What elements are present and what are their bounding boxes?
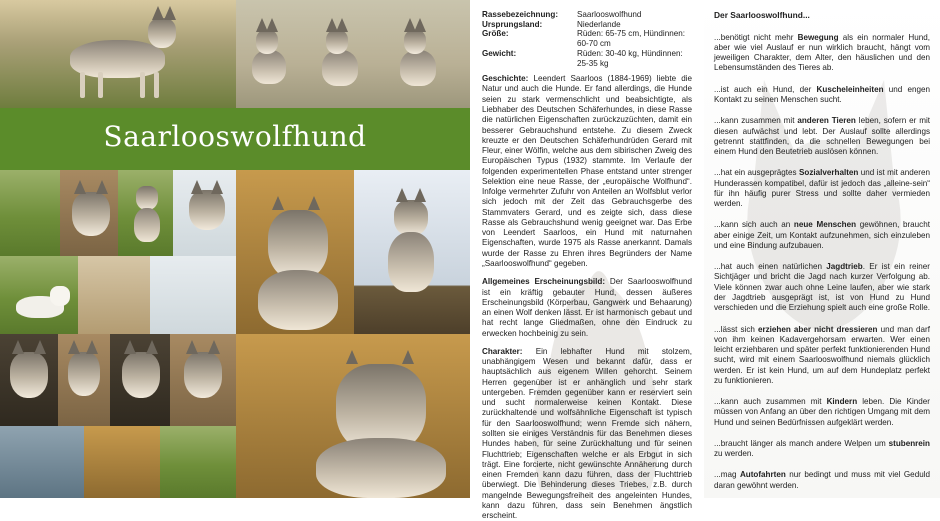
fact-key: Gewicht: [482,48,517,58]
photo-thumb [60,170,118,256]
photo-three-wolves-path [236,0,470,108]
fact-key: Größe: [482,29,509,39]
trait-keyword: stubenrein [888,438,930,448]
photo-thumb [58,334,110,426]
photo-thumb [160,426,236,498]
trait-text: ...benötigt nicht mehr [714,32,798,42]
trait-text: ...hat auch einen natürlichen [714,262,827,272]
trait-keyword: Autofahrten [739,470,786,480]
facts-table [482,10,692,68]
trait-text: und engen Kontakt zu seinen Menschen sucht. [714,84,930,104]
trait-text: ...braucht länger als manch andere Welpen um [714,438,889,448]
trait-keyword: neue Menschen [793,220,857,230]
trait-item [714,116,930,157]
trait-text: ...hat ein ausgeprägtes [714,168,799,178]
fact-row [482,10,692,20]
trait-item [714,168,930,209]
section-appearance [482,277,692,339]
photo-thumb [0,334,58,426]
photo-wolf-standing-forest [0,0,236,108]
trait-text: zu werden. [714,449,754,459]
photo-thumb [150,256,236,334]
trait-item [714,85,930,106]
photo-wolf-on-mound [354,170,470,334]
trait-keyword: anderen Tieren [797,116,856,126]
trait-text: ...kann sich auch an [714,220,794,230]
section-text: Leendert Saarloos (1884-1969) liebte die Natur und auch die Hunde. Er fand allerdings, die Hunde seien zu stark vermenschlicht und beabsichtigte, als Liebhaber des Deutschen Schäferhundes, in diese Rasse die natürlichen Eigenschaften zurückzuzüchten, damit ein besserer Gebrauchshund entstehe. Zu diesem Zweck kreuzte er den Deutschen Schäferhundrüden Gerard mit Fleur, einer Wölfin, welche aus dem sibirischen Zweig des Europäischen Typus (1932) stammte. Im Verlaufe der folgenden experimentellen Phase entstand unter strenger Selektion eine neue Rasse, der „europäische Wolfhund“. Infolge vermehrter Zufuhr von Anteilen an Wolfsblut verlor sich jedoch mit der Zeit das Gebrauchsgerbe des Stammvaters Gerard, und es zeigte sich, dass diese Rasse als Gebrauchshund wenig geeignet war. Das Erbe von Leendert Saarloos, ein Hund mit naturnahen Eigenschaften, wurde 1975 als Rasse anerkannt. Damals wurde der Rasse zu Ehren ihres Begründers der Name „Saarlooswolfhund“ gegeben. [482,74,693,268]
page-title: Saarlooswolfhund [103,120,367,153]
fact-row [482,29,692,48]
section-text: Ein lebhafter Hund mit stolzem, unabhängigem Wesen und bekannt dafür, dass er hauptsächlich aus eigenem Willen gehorcht. Seinem Herren gegenüber ist er anhänglich und sehr stark untergeben. Fremden gegenüber kann er reserviert sein und sucht normalerweise keinen Kontakt. Diese zurückhaltende und wolfsähnliche Eigenschaft ist typisch für den Saarlooswolfhund; wenn Fremde sich nähern, sollten sie einiges Verständnis für das Benehmen dieses Hundes haben, für seine Zurückhaltung und für seinen Fluchttrieb; Eigenschaften welche er als Erbgut in sich trägt. Eine forcierte, nicht gewünschte Annäherung durch einen Fremden kann dazu führen, dass der Fluchttrieb überwiegt. Die Behinderung dieses Triebes, z.B. durch mangelnde Bewegungsfreiheit des angeleinten Hundes, kann dazu führen, dass sein Benehmen ängstlich erscheint. [482,346,693,521]
fact-value: Rüden: 65-75 cm, Hündinnen: 60-70 cm [577,29,685,49]
trait-item [714,33,930,74]
fact-key: Ursprungsland: [482,19,543,29]
traits-column [704,0,940,498]
fact-row [482,20,692,30]
trait-text: . Er ist ein reiner Sichtjäger und bricht die Jagd nach kurzer Verfolgung ab. Viele können zwar auch ohne Leine laufen, aber wie stark der Jagdtrieb ausgeprägt ist, ist von Hund zu Hund verschieden und die Erziehung spielt auch eine große Rolle. [714,262,930,313]
photo-thumb [110,334,170,426]
title-banner [0,108,470,170]
section-character [482,347,692,521]
trait-keyword: Kindern [826,397,858,407]
section-heading: Charakter: [482,346,523,356]
traits-heading: Der Saarlooswolfhund... [714,10,810,20]
section-heading: Geschichte: [482,74,529,84]
trait-keyword: erziehen aber nicht dressieren [757,324,878,334]
photo-thumb [170,334,236,426]
trait-text: leben, sofern er mit diesen aufwächst und lebt. Der Auslauf sollte allerdings getrennt stattfinden, da die schnellen Bewegungen bei einem Hund den Beutetrieb auslösen können. [714,116,930,157]
photo-collage [0,0,470,498]
trait-keyword: Jagdtrieb [826,262,863,272]
photo-thumb [78,256,150,334]
trait-text: leben. Die Kinder müssen von Anfang an über den richtigen Umgang mit dem Hund und seinen Bedürfnissen aufgeklärt werden. [714,397,931,427]
trait-text: ...kann zusammen mit [714,116,798,126]
trait-text: ...mag [714,470,740,480]
fact-value: Niederlande [577,19,621,29]
trait-item [714,439,930,460]
photo-thumb [173,170,236,256]
photo-thumb [0,256,78,334]
trait-text: als ein normaler Hund, aber wie viel Auslauf er nun wirklich braucht, hängt vom jeweiligen Charakter, dem Alter, den häuslichen und den Lebensumständen des Tieres ab. [714,32,930,73]
trait-item [714,397,930,428]
trait-text: und ist mit anderen Hunderassen kompatibel, dafür ist jedoch das „alleine-sein“ für ihn häufig purer Stress und sollte daher vermieden werden. [714,168,931,209]
section-heading: Allgemeines Erscheinungsbild: [482,277,606,287]
trait-item [714,325,930,387]
trait-text: ...ist auch ein Hund, der [714,84,817,94]
photo-wolf-head-portrait [236,334,470,498]
trait-text: und man darf von ihm keinen Kadavergehorsam erwarten. Wer einen leicht erziehbaren und später perfekt funktionierenden Hund sucht, wird mit einem Saarlooswolfhund niemals glücklich werden. Er ist kein Hund, um auf dem Hundeplatz perfekt zu funktionieren. [714,324,930,385]
trait-item [714,262,930,313]
fact-row [482,49,692,68]
photo-wolf-closeup-autumn [236,170,354,334]
trait-text: ...kann auch zusammen mit [714,397,827,407]
trait-item [714,470,930,491]
trait-text: nur bedingt und muss mit viel Geduld daran gewöhnt werden. [714,470,930,490]
photo-thumb [0,426,84,498]
trait-text: ...lässt sich [714,324,758,334]
trait-keyword: Sozialverhalten [799,168,859,178]
fact-value: Rüden: 30-40 kg, Hündinnen: 25-35 kg [577,48,683,68]
trait-keyword: Bewegung [797,32,839,42]
trait-text: gewöhnen, braucht aber einige Zeit, um Kontakt aufzunehmen, sich einzuleben und eine Bindung aufzubauen. [714,220,930,250]
breed-info-column [474,0,700,521]
photo-thumb [84,426,160,498]
fact-value: Saarlooswolfhund [577,10,642,19]
trait-keyword: Kuscheleinheiten [816,84,884,94]
photo-thumb [118,170,173,256]
trait-item [714,220,930,251]
section-text: Der Saarlooswolfhund ist ein kräftig gebauter Hund, dessen äußeres Erscheinungsbild (Körperbau, Gangwerk und Behaarung) an einen Wolf denken lässt. Er ist harmonisch gebaut und hat recht lange Gliedmaßen, ohne den Eindruck zu erwecken hochbeinig zu sein. [482,277,692,338]
section-history [482,74,692,269]
photo-thumb [0,170,60,256]
fact-key: Rassebezeichnung: [482,10,559,19]
